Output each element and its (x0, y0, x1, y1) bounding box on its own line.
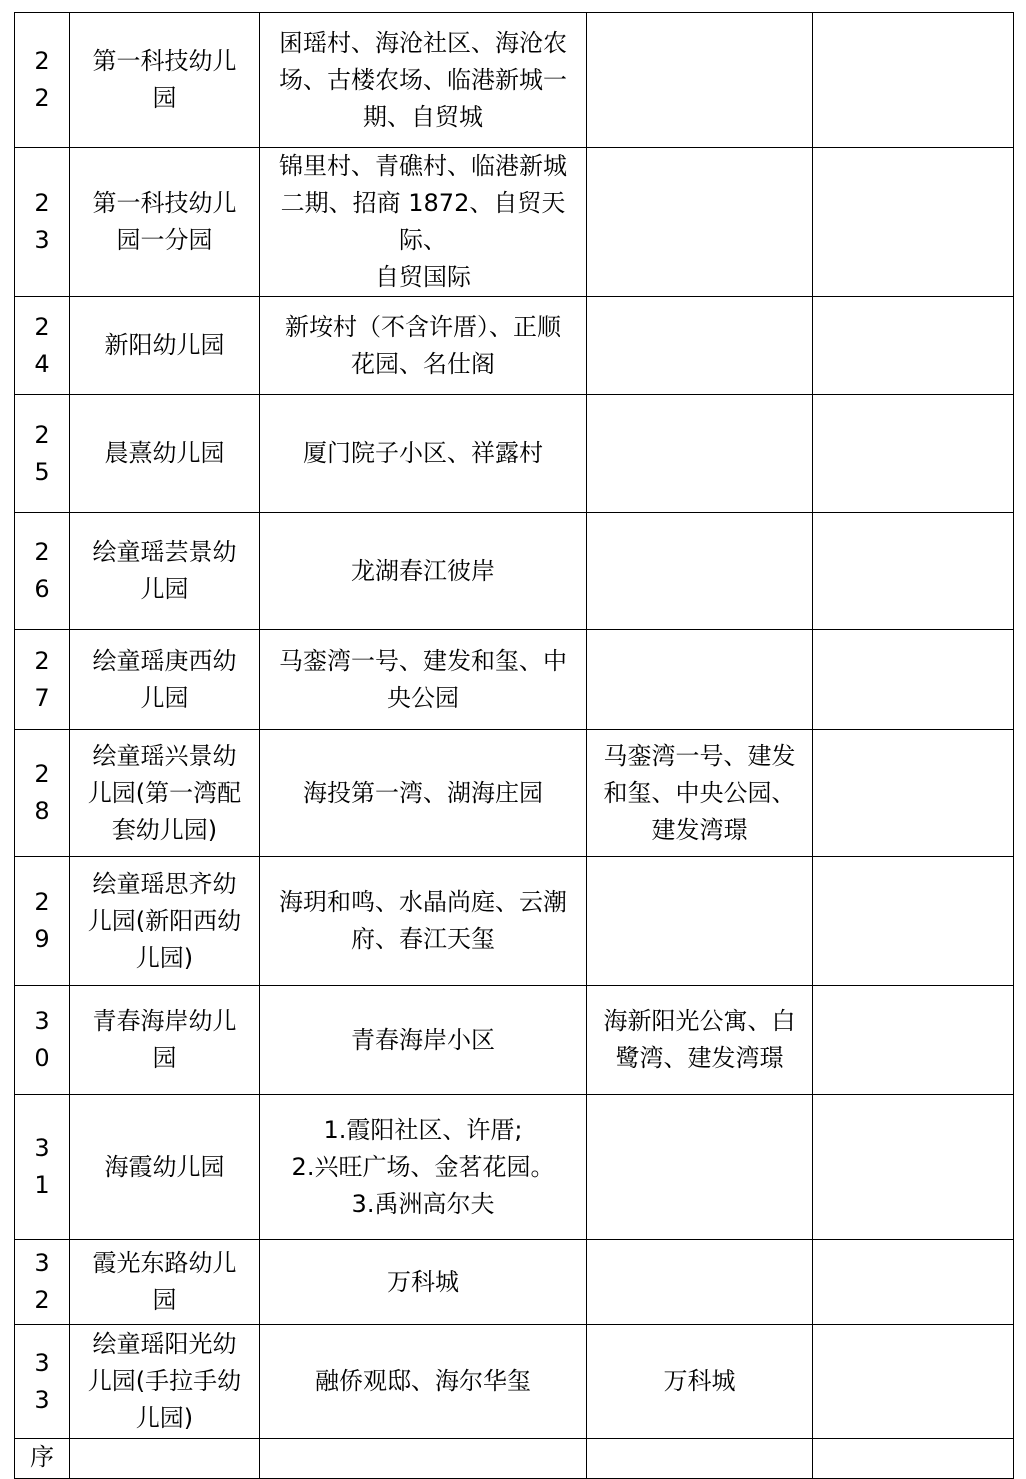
kindergarten-enrollment-table (14, 12, 1014, 1479)
row-number: 3 2 (15, 1240, 70, 1325)
remark-cell (813, 1325, 1014, 1439)
remark-cell (813, 986, 1014, 1095)
table-row (15, 730, 1014, 857)
row-number: 2 4 (15, 297, 70, 395)
table-row (15, 297, 1014, 395)
extra-area-cell (587, 13, 813, 148)
school-name-cell: 新阳幼儿园 (70, 297, 260, 395)
row-number: 2 5 (15, 395, 70, 513)
row-number: 2 2 (15, 13, 70, 148)
school-name-cell: 晨熹幼儿园 (70, 395, 260, 513)
table-row (15, 1325, 1014, 1439)
school-name-cell: 绘童瑶庚西幼 儿园 (70, 630, 260, 730)
remark-cell (813, 1095, 1014, 1240)
area-cell: 1.霞阳社区、许厝; 2.兴旺广场、金茗花园。 3.禹洲高尔夫 (260, 1095, 587, 1240)
area-cell: 海投第一湾、湖海庄园 (260, 730, 587, 857)
remark-cell (813, 730, 1014, 857)
row-number: 序 (15, 1439, 70, 1479)
extra-area-cell (587, 1439, 813, 1479)
extra-area-cell (587, 297, 813, 395)
area-cell: 马銮湾一号、建发和玺、中 央公园 (260, 630, 587, 730)
table-row (15, 148, 1014, 297)
table-row (15, 1095, 1014, 1240)
school-name-cell: 第一科技幼儿 园 (70, 13, 260, 148)
extra-area-cell (587, 513, 813, 630)
row-number: 2 6 (15, 513, 70, 630)
area-cell: 龙湖春江彼岸 (260, 513, 587, 630)
extra-area-cell (587, 630, 813, 730)
remark-cell (813, 513, 1014, 630)
school-name-cell: 青春海岸幼儿 园 (70, 986, 260, 1095)
area-cell: 万科城 (260, 1240, 587, 1325)
table-row (15, 395, 1014, 513)
row-number: 3 3 (15, 1325, 70, 1439)
school-name-cell: 绘童瑶兴景幼 儿园(第一湾配 套幼儿园) (70, 730, 260, 857)
remark-cell (813, 857, 1014, 986)
area-cell: 锦里村、青礁村、临港新城 二期、招商 1872、自贸天际、 自贸国际 (260, 148, 587, 297)
row-number: 2 3 (15, 148, 70, 297)
row-number: 2 9 (15, 857, 70, 986)
remark-cell (813, 1240, 1014, 1325)
row-number: 3 1 (15, 1095, 70, 1240)
row-number: 2 7 (15, 630, 70, 730)
extra-area-cell (587, 857, 813, 986)
remark-cell (813, 395, 1014, 513)
remark-cell (813, 630, 1014, 730)
table-row (15, 13, 1014, 148)
table-row (15, 986, 1014, 1095)
school-name-cell: 绘童瑶阳光幼 儿园(手拉手幼 儿园) (70, 1325, 260, 1439)
area-cell: 融侨观邸、海尔华玺 (260, 1325, 587, 1439)
extra-area-cell: 万科城 (587, 1325, 813, 1439)
row-number: 3 0 (15, 986, 70, 1095)
area-cell: 新垵村（不含许厝）、正顺 花园、名仕阁 (260, 297, 587, 395)
school-name-cell: 海霞幼儿园 (70, 1095, 260, 1240)
table-row (15, 513, 1014, 630)
school-name-cell: 第一科技幼儿 园一分园 (70, 148, 260, 297)
extra-area-cell: 马銮湾一号、建发 和玺、中央公园、 建发湾璟 (587, 730, 813, 857)
area-cell: 海玥和鸣、水晶尚庭、云潮 府、春江天玺 (260, 857, 587, 986)
table-row (15, 1240, 1014, 1325)
school-name-cell: 霞光东路幼儿 园 (70, 1240, 260, 1325)
remark-cell (813, 1439, 1014, 1479)
remark-cell (813, 13, 1014, 148)
table-row (15, 1439, 1014, 1479)
extra-area-cell (587, 395, 813, 513)
table-row (15, 630, 1014, 730)
remark-cell (813, 148, 1014, 297)
extra-area-cell: 海新阳光公寓、白 鹭湾、建发湾璟 (587, 986, 813, 1095)
extra-area-cell (587, 1095, 813, 1240)
extra-area-cell (587, 148, 813, 297)
school-name-cell: 绘童瑶芸景幼 儿园 (70, 513, 260, 630)
area-cell: 厦门院子小区、祥露村 (260, 395, 587, 513)
area-cell: 青春海岸小区 (260, 986, 587, 1095)
area-cell (260, 1439, 587, 1479)
remark-cell (813, 297, 1014, 395)
extra-area-cell (587, 1240, 813, 1325)
school-name-cell: 绘童瑶思齐幼 儿园(新阳西幼 儿园) (70, 857, 260, 986)
school-name-cell (70, 1439, 260, 1479)
area-cell: 囷瑶村、海沧社区、海沧农 场、古楼农场、临港新城一 期、自贸城 (260, 13, 587, 148)
table-row (15, 857, 1014, 986)
row-number: 2 8 (15, 730, 70, 857)
